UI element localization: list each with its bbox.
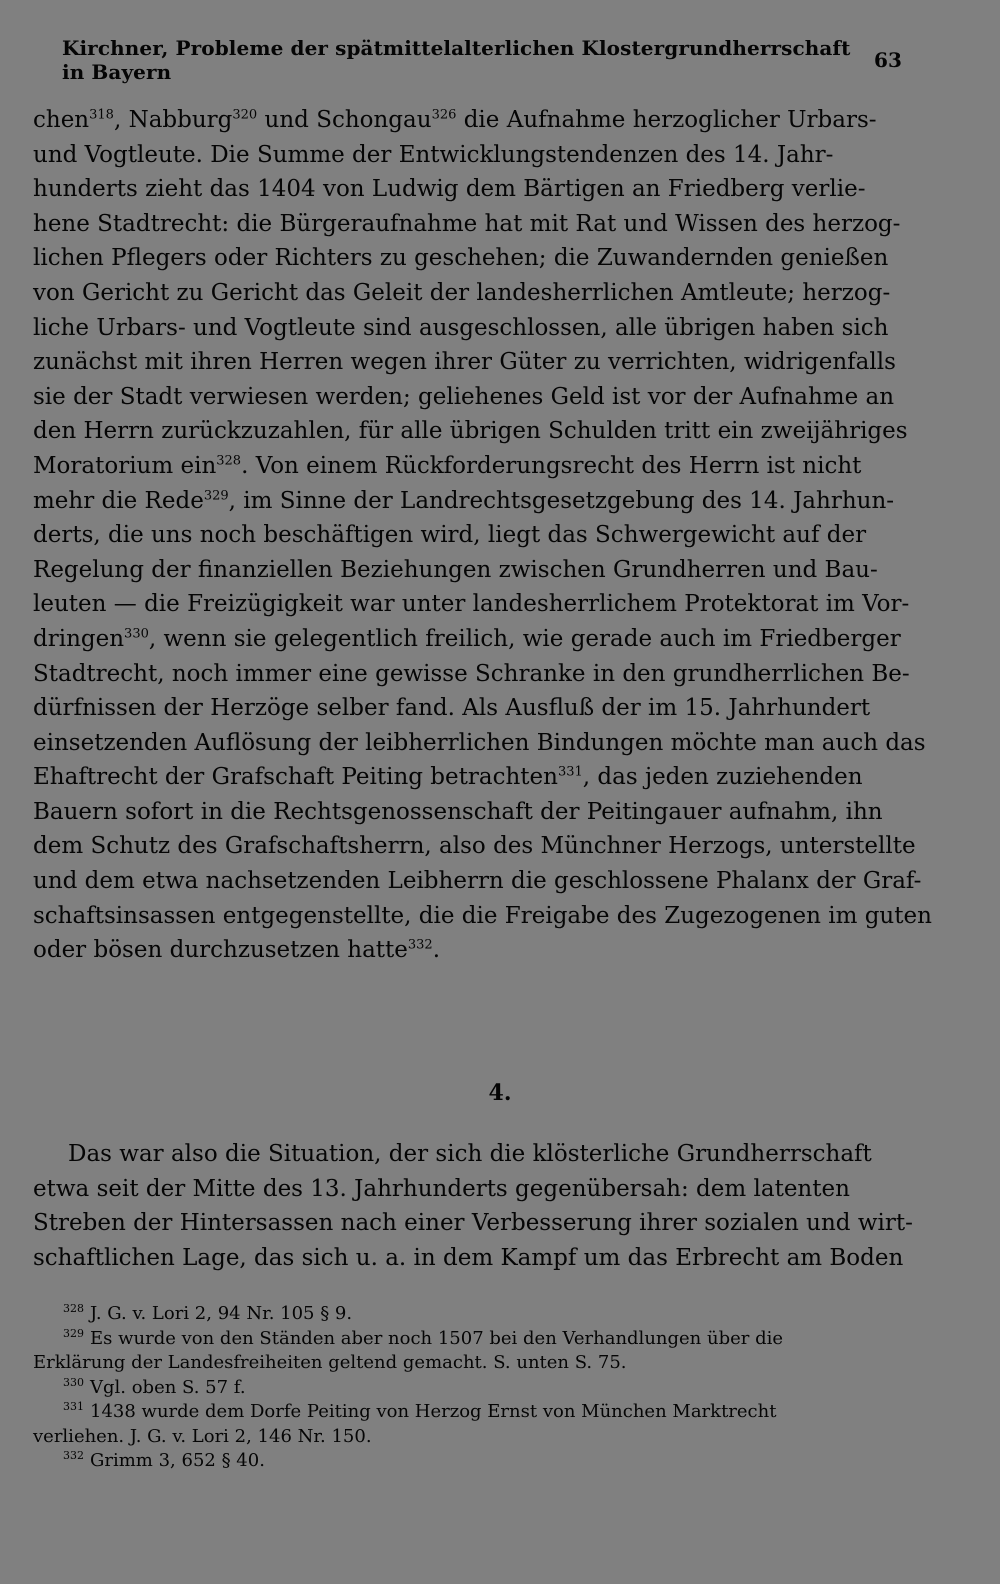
text-segment: Das war also die Situation, der sich die klösterliche Grundherrschaft [68, 1141, 872, 1167]
text-segment: schaftlichen Lage, das sich u. a. in dem Kampf um das Erbrecht am Boden [33, 1244, 904, 1271]
section-number: 4. [488, 1080, 512, 1106]
footnote-ref: 330 [124, 626, 149, 642]
text-line [33, 172, 898, 207]
text-segment: sie der Stadt verwiesen werden; geliehenes Geld ist vor der Aufnahme an [33, 383, 895, 410]
text-segment: Bauern sofort in die Rechtsgenossenschaft der Peitingauer aufnahm, ihn [33, 798, 883, 825]
footnote-number: 332 [63, 1449, 84, 1462]
text-line [33, 622, 901, 657]
page-number: 63 [873, 48, 902, 72]
text-segment: Ehaftrecht der Grafschaft Peiting betrachten [33, 764, 558, 791]
text-segment: und Schongau [257, 107, 432, 133]
text-line [33, 691, 898, 726]
text-line [33, 760, 898, 795]
text-segment: dringen [33, 625, 125, 652]
footnote-ref: 326 [431, 107, 457, 123]
footnote-text: Es wurde von den Ständen aber noch 1507 bei den Verhandlungen über die [90, 1327, 784, 1349]
text-line [33, 380, 898, 415]
text-segment: mehr die Rede [33, 487, 204, 514]
text-segment: lichen Pflegers oder Richters zu geschehen; die Zuwandernden genießen [33, 245, 889, 272]
running-title: Kirchner, Probleme der spätmittelalterlichen Klostergrundherrschaft in Bayern [62, 36, 851, 84]
text-line [33, 657, 910, 692]
footnote-text: verliehen. J. G. v. Lori 2, 146 Nr. 150. [33, 1425, 372, 1447]
text-line [33, 587, 910, 622]
text-line [33, 241, 898, 276]
footnote-text: Grimm 3, 652 § 40. [90, 1450, 265, 1471]
paragraph-second [33, 1137, 913, 1275]
text-line [33, 1172, 898, 1207]
footnote-ref: 329 [203, 487, 229, 503]
text-line [33, 518, 898, 553]
footnote-ref: 332 [407, 937, 433, 953]
footnote-line [33, 1327, 898, 1352]
text-line [33, 276, 898, 311]
text-segment: Moratorium ein [33, 452, 217, 479]
text-segment: chen [33, 107, 90, 133]
footnote-line [33, 1425, 898, 1450]
text-segment: , wenn sie gelegentlich freilich, wie gerade auch im Friedberger [148, 625, 901, 652]
text-line [33, 795, 898, 830]
text-segment: Regelung der finanziellen Beziehungen zwischen Grundherren und Bau- [33, 556, 878, 583]
text-segment: schaftsinsassen entgegenstellte, die die Freigabe des Zugezogenen im guten [33, 902, 932, 929]
text-segment: . Von einem Rückforderungsrecht des Herrn ist nicht [241, 452, 862, 479]
text-segment: dürfnissen der Herzöge selber fand. Als Ausfluß der im 15. Jahrhundert [33, 695, 871, 722]
text-segment: derts, die uns noch beschäftigen wird, liegt das Schwergewicht auf der [33, 522, 867, 549]
text-segment: den Herrn zurückzuzahlen, für alle übrigen Schulden tritt ein zweijähriges [33, 418, 908, 445]
text-line [33, 726, 926, 761]
text-line [33, 484, 898, 519]
footnote-number: 330 [63, 1375, 84, 1389]
text-line [33, 311, 898, 346]
paragraph-main [33, 103, 932, 968]
text-segment: liche Urbars- und Vogtleute sind ausgeschlossen, alle übrigen haben sich [33, 314, 889, 341]
text-line [33, 553, 898, 588]
footnote-text: Vgl. oben S. 57 f. [90, 1376, 246, 1398]
text-line [33, 138, 898, 173]
text-segment: von Gericht zu Gericht das Geleit der landesherrlichen Amtleute; herzog- [33, 279, 891, 306]
text-line [33, 345, 898, 380]
text-line [33, 1241, 904, 1276]
footnote-line [33, 1351, 898, 1376]
text-segment: und Vogtleute. Die Summe der Entwicklungstendenzen des 14. Jahr- [33, 141, 834, 168]
text-line [33, 899, 932, 934]
footnote-number: 328 [63, 1302, 84, 1315]
text-line [33, 933, 898, 968]
footnote-text: J. G. v. Lori 2, 94 Nr. 105 § 9. [90, 1303, 353, 1324]
text-segment: , Nabburg [113, 107, 233, 133]
text-segment: hene Stadtrecht: die Bürgeraufnahme hat mit Rat und Wissen des herzog- [33, 210, 901, 237]
footnote-line [33, 1400, 898, 1425]
text-segment: zunächst mit ihren Herren wegen ihrer Güter zu verrichten, widrigenfalls [33, 349, 896, 376]
text-segment: die Aufnahme herzoglicher Urbars- [456, 107, 877, 133]
text-segment: Streben der Hintersassen nach einer Verbesserung ihrer sozialen und wirt- [33, 1210, 913, 1237]
text-line [33, 1137, 898, 1172]
text-segment: , im Sinne der Landrechtsgesetzgebung des 14. Jahrhun- [228, 487, 895, 514]
text-segment: hunderts zieht das 1404 von Ludwig dem Bärtigen an Friedberg verlie- [33, 176, 866, 203]
footnote-line [33, 1376, 898, 1401]
text-line [33, 103, 898, 138]
text-line [33, 414, 908, 449]
footnote-line [33, 1302, 898, 1327]
text-segment: oder bösen durchzusetzen hatte [33, 937, 408, 964]
footnote-ref: 328 [216, 453, 242, 469]
text-segment: und dem etwa nachsetzenden Leibherrn die geschlossene Phalanx der Graf- [33, 868, 922, 895]
text-segment: etwa seit der Mitte des 13. Jahrhunderts gegenübersah: dem latenten [33, 1175, 850, 1202]
footnote-ref: 320 [232, 107, 258, 123]
footnote-number: 331 [63, 1400, 84, 1413]
footnote-text: 1438 wurde dem Dorfe Peiting von Herzog Ernst von München Marktrecht [90, 1401, 777, 1422]
text-segment: dem Schutz des Grafschaftsherrn, also des Münchner Herzogs, unterstellte [33, 833, 916, 860]
footnote-ref: 331 [557, 764, 583, 780]
text-line [33, 829, 916, 864]
text-segment: . [432, 937, 441, 964]
text-segment: Stadtrecht, noch immer eine gewisse Schranke in den grundherrlichen Be- [33, 660, 910, 687]
text-line [33, 1206, 913, 1241]
footnotes [33, 1302, 898, 1474]
text-line [33, 207, 901, 242]
footnote-ref: 318 [89, 107, 114, 123]
text-line [33, 864, 922, 899]
text-line [33, 449, 898, 484]
text-segment: einsetzenden Auflösung der leibherrlichen Bindungen möchte man auch das [33, 729, 926, 756]
footnote-line [33, 1449, 898, 1474]
footnote-number: 329 [63, 1326, 84, 1340]
text-segment: leuten — die Freizügigkeit war unter landesherrlichem Protektorat im Vor- [33, 591, 910, 618]
footnote-text: Erklärung der Landesfreiheiten geltend gemacht. S. unten S. 75. [33, 1352, 627, 1373]
running-header [62, 36, 902, 84]
text-segment: , das jeden zuziehenden [582, 764, 863, 791]
